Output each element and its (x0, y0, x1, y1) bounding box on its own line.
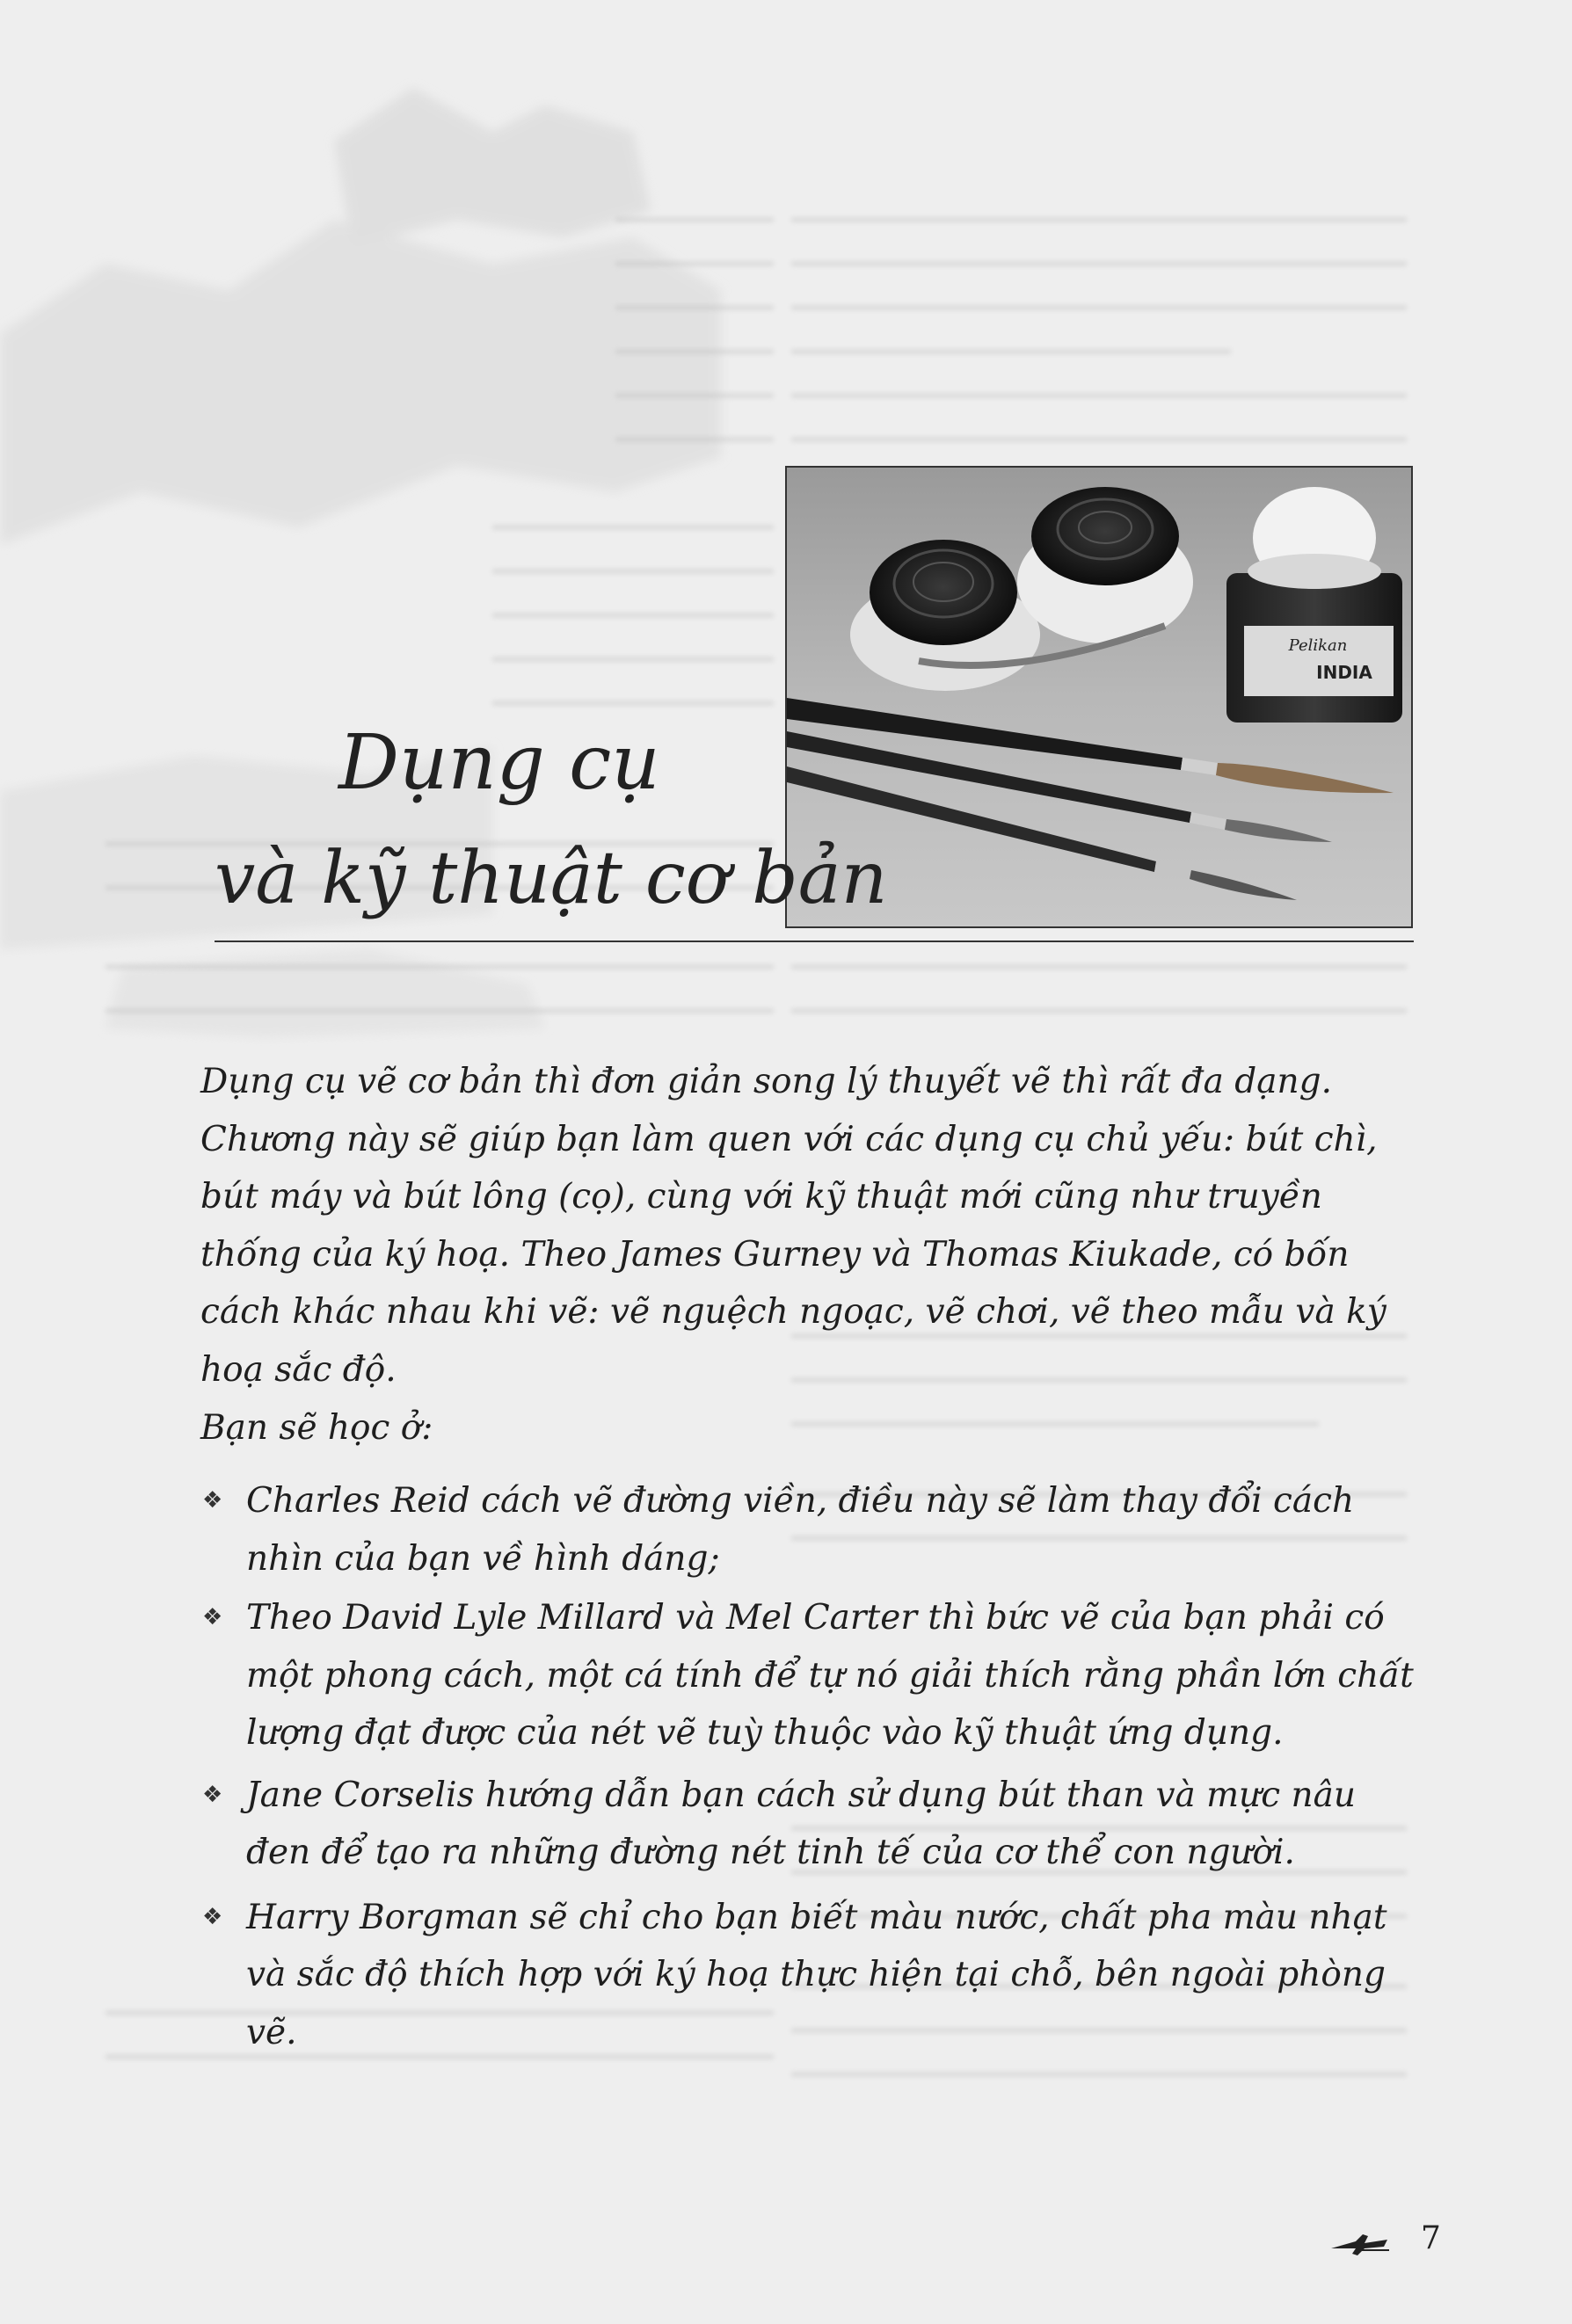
list-item-text: Jane Corselis hướng dẫn bạn cách sử dụng bút than và mực nâu đen để tạo ra những đường nét tinh tế của cơ thể con người. (246, 1775, 1356, 1872)
heading-line-2: và kỹ thuật cơ bản (215, 837, 888, 920)
intro-text (200, 1053, 1431, 1398)
page-number: 7 (1421, 2220, 1441, 2256)
intro-paragraph-1: Dụng cụ vẽ cơ bản thì đơn giản song lý thuyết vẽ thì rất đa dạng. (200, 1062, 1332, 1101)
list-item (199, 1589, 1430, 1762)
list-item (199, 1767, 1430, 1882)
list-item-text: Theo David Lyle Millard và Mel Carter thì bức vẽ của bạn phải có một phong cách, một cá tính để tự nó giải thích rằng phần lớn chất lượng đạt được của nét vẽ tuỳ thuộc vào kỹ thuật ứng dụng. (246, 1598, 1414, 1753)
list-item-text: Harry Borgman sẽ chỉ cho bạn biết màu nước, chất pha màu nhạt và sắc độ thích hợp với ký hoạ thực hiện tại chỗ, bên ngoài phòng vẽ. (246, 1897, 1387, 2052)
list-item-text: Charles Reid cách vẽ đường viền, điều này sẽ làm thay đổi cách nhìn của bạn về hình dáng; (246, 1481, 1355, 1579)
heading-line-1: Dụng cụ (338, 719, 660, 807)
heading-rule (215, 940, 1414, 942)
list-item (199, 1472, 1430, 1587)
learn-heading: Bạn sẽ học ở: (200, 1408, 433, 1448)
diamond-bullet-icon: ❖ (202, 1487, 223, 1514)
intro-paragraph-2: Chương này sẽ giúp bạn làm quen với các dụng cụ chủ yếu: bút chì, bút máy và bút lông (cọ), cùng với kỹ thuật mới cũng như truyền thống của ký hoạ. Theo James Gurney và Thomas Kiukade, có bốn cách khác nhau khi vẽ: vẽ nguệch ngoạc, vẽ chơi, vẽ theo mẫu và ký hoạ sắc độ. (200, 1119, 1386, 1390)
learning-list (199, 1472, 1430, 2061)
list-item (199, 1889, 1430, 2062)
svg-text:Pelikan: Pelikan (1288, 636, 1348, 655)
diamond-bullet-icon: ❖ (202, 1604, 223, 1630)
figure-ornament-icon (1329, 2226, 1391, 2257)
diamond-bullet-icon: ❖ (202, 1903, 223, 1930)
svg-text:INDIA: INDIA (1316, 662, 1372, 683)
diamond-bullet-icon: ❖ (202, 1781, 223, 1808)
